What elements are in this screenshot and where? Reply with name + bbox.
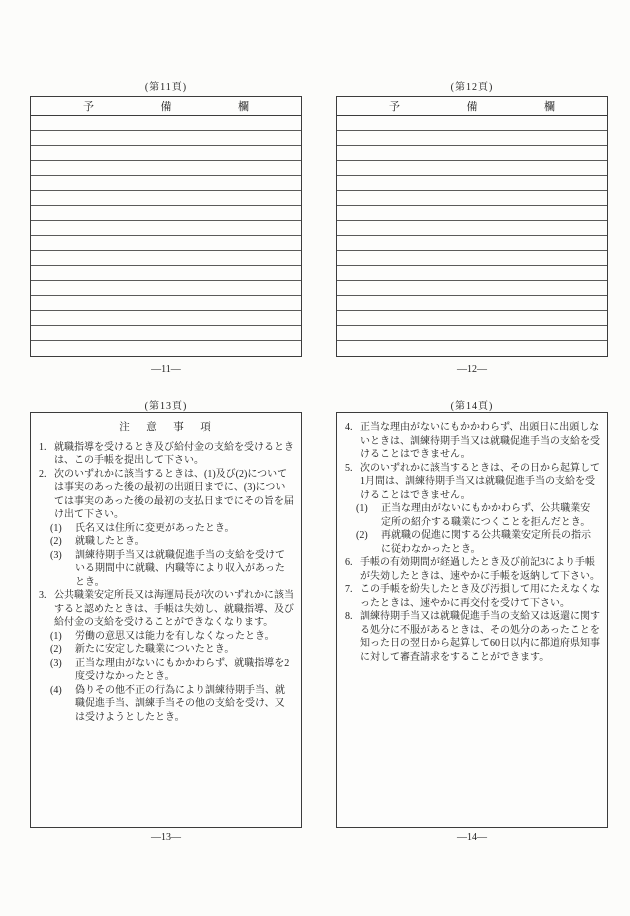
notice-subitem-text: 訓練待期手当又は就職促進手当の支給を受けている期間中に就職、内職等により収入があったとき。 [75,549,285,588]
reserve-table-page11 [30,96,302,357]
reserve-header-cell: 予 [389,101,400,113]
reserve-row [337,131,607,146]
notice-item-number: 4. [345,422,353,433]
notice-item [345,610,600,664]
notice-item [345,421,600,462]
reserve-row [337,281,607,296]
reserve-header-cell: 欄 [544,101,555,113]
notice-subitem [50,535,294,549]
notice-item-number: 2. [39,468,47,480]
reserve-row [31,146,301,161]
reserve-row [31,131,301,146]
reserve-row [31,221,301,236]
reserve-row [337,206,607,221]
notice-item-number: 6. [345,557,353,568]
notice-item [39,441,294,468]
page14-caption: (第14頁) [450,401,494,412]
reserve-row [337,221,607,236]
reserve-row [337,236,607,251]
reserve-row [337,326,607,341]
notice-item-text: 公共職業安定所長又は海運局長が次のいずれかに該当すると認めたときは、手帳は失効し、就職指導、及び給付金の支給を受けることができなくなります。 [54,590,294,628]
notice-subitem [50,630,294,644]
notice-subitem [50,657,294,684]
notice-subitem-number: (1) [356,503,368,514]
notice-item-text: 次のいずれかに該当するときは、その日から起算して1月間は、訓練待期手当又は就職促進手当の支給を受けることはできません。 [360,462,600,501]
notice-item-text: 正当な理由がないにもかかわらず、出頭日に出頭しないときは、訓練待期手当又は就職促進手当の支給を受けることはできません。 [360,422,600,460]
reserve-row [31,281,301,296]
notice-item-text: 手帳の有効期間が経過したとき及び前記3により手帳が失効したときは、速やかに手帳を返納して下さい。 [360,557,600,582]
page14-number: —14— [457,832,487,843]
reserve-row [31,341,301,356]
notice-subitem-text: 正当な理由がないにもかかわらず、公共職業安定所の紹介する職業につくことを拒んだとき。 [381,503,591,528]
reserve-row [31,296,301,311]
notice-subitem-text: 就職したとき。 [75,536,145,547]
notice-item-text: 次のいずれかに該当するときは、(1)及び(2)については事実のあった後の最初の出頭日までに、(3)については事実のあった後の最初の支払日までにその旨を届け出て下さい。 [54,468,294,520]
notice-subitem-text: 新たに安定した職業についたとき。 [75,644,235,655]
reserve-row [31,326,301,341]
reserve-row [31,311,301,326]
reserve-table-page12 [336,96,608,357]
reserve-row [31,236,301,251]
notice-subitem-text: 正当な理由がないにもかかわらず、就職指導を2度受けなかったとき。 [75,657,290,682]
reserve-table-header [337,97,607,116]
notice-item [345,556,600,583]
reserve-row [337,266,607,281]
reserve-table-header [31,97,301,116]
notice-subitem [50,549,294,590]
notice-subitem-text: 労働の意思又は能力を有しなくなったとき。 [75,630,275,642]
notice-item-number: 1. [39,441,47,453]
reserve-row [31,251,301,266]
reserve-table-body [337,116,607,356]
notice-item-text: 訓練待期手当又は就職促進手当の支給又は返還に関する処分に不服があるときは、その処分のあったことを知った日の翌日から起算して60日以内に都道府県知事に対して審査請求をすることができます。 [360,611,600,663]
notice-subitem-number: (1) [50,522,62,534]
reserve-row [337,341,607,356]
reserve-row [337,251,607,266]
notice-subitem-number: (2) [50,644,62,655]
page12-caption: (第12頁) [450,82,494,93]
reserve-row [337,311,607,326]
reserve-table-body [31,116,301,356]
notice-subitem-number: (3) [50,549,62,561]
notice-subitem [50,684,294,725]
notice-subitem-number: (3) [50,657,62,669]
notice-item-text: 就職指導を受けるとき及び給付金の支給を受けるときは、この手帳を提出して下さい。 [54,441,294,466]
notice-title: 注 意 事 項 [119,422,214,433]
notice-subitem [50,643,294,657]
reserve-row [31,176,301,191]
reserve-row [337,176,607,191]
notice-item [345,583,600,610]
notice-subitem [50,522,294,536]
reserve-header-cell: 予 [83,101,94,113]
notice-box-page13 [30,412,302,828]
notice-subitem-text: 再就職の促進に関する公共職業安定所長の指示に従わなかったとき。 [381,530,591,555]
reserve-row [337,116,607,131]
notice-subitem-number: (1) [50,630,62,642]
notice-subitem-number: (4) [50,684,62,696]
notice-box-page14 [336,412,608,828]
page13-caption: (第13頁) [144,401,188,412]
reserve-header-cell: 欄 [238,101,249,113]
notice-item-number: 5. [345,462,353,474]
notice-item [345,462,600,503]
notice-item [39,468,294,522]
notice-subitem-number: (2) [50,536,62,547]
page11-number: —11— [151,364,181,375]
reserve-row [337,191,607,206]
notice-item-text: この手帳を紛失したとき及び汚損して用にたえなくなったときは、速やかに再交付を受けて下さい。 [360,584,600,609]
reserve-row [31,161,301,176]
page13-number: —13— [151,832,181,843]
reserve-row [31,116,301,131]
notice-item-number: 8. [345,611,353,622]
reserve-row [337,161,607,176]
notice-item-number: 3. [39,590,47,601]
reserve-row [337,146,607,161]
reserve-row [31,191,301,206]
notice-item [39,589,294,630]
reserve-row [337,296,607,311]
page12-number: —12— [457,364,487,375]
reserve-row [31,206,301,221]
notice-subitem-text: 氏名又は住所に変更があったとき。 [75,522,235,534]
page11-caption: (第11頁) [144,82,188,93]
notice-subitem [356,529,600,556]
reserve-header-cell: 備 [160,101,172,113]
reserve-row [31,266,301,281]
notice-item-number: 7. [345,584,353,595]
notice-subitem [356,502,600,529]
notice-subitem-number: (2) [356,530,368,541]
notice-subitem-text: 偽りその他不正の行為により訓練待期手当、就職促進手当、訓練手当その他の支給を受け、又は受けようとしたとき。 [75,684,285,723]
reserve-header-cell: 備 [466,101,478,113]
